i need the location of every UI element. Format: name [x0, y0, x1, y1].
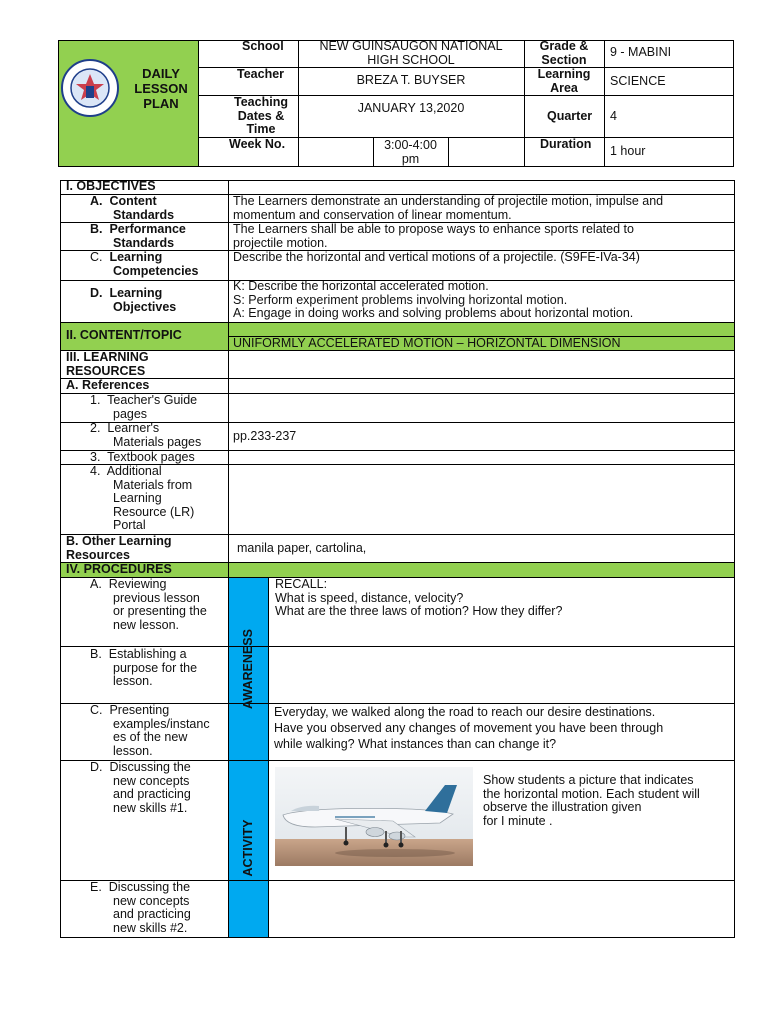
- teacher-value: BREZA T. BUYSER: [356, 73, 466, 87]
- learning-objectives-text: K: Describe the horizontal accelerated motion. S: Perform experiment problems involving horizontal motion. A: Engage in doing works and solving problems about horizontal motion.: [233, 279, 634, 320]
- performance-standards-text: The Learners shall be able to propose ways to enhance sports related to projectile motion.: [233, 222, 634, 250]
- deped-seal-logo: [60, 58, 120, 118]
- duration-value: 1 hour: [610, 144, 646, 158]
- dates-value: JANUARY 13,2020: [357, 101, 465, 115]
- learners-materials-pages-value: pp.233-237: [233, 429, 297, 443]
- resource-item-teachers-guide: 1. Teacher's Guide pages: [90, 393, 198, 421]
- teacher-label: Teacher: [237, 67, 285, 81]
- learning-objectives-label: D. Learning Objectives: [90, 286, 177, 314]
- resource-item-additional-materials: 4. Additional Materials from Learning Resource (LR) Portal: [90, 464, 195, 532]
- procedure-c-text: Everyday, we walked along the road to reach our desire destinations. Have you observed any changes of movement you have been through while walking? What instances than can change it?: [274, 705, 664, 751]
- week-label: Week No.: [229, 137, 286, 151]
- procedure-d-label: D. Discussing the new concepts and practicing new skills #1.: [90, 760, 191, 815]
- procedures-heading: IV. PROCEDURES: [66, 562, 172, 576]
- procedure-a-text: RECALL: What is speed, distance, velocity? What are the three laws of motion? How they differ?: [275, 577, 563, 618]
- resource-item-learners-materials: 2. Learner's Materials pages: [90, 421, 202, 449]
- daily-lesson-plan-title: DAILY LESSON PLAN: [134, 66, 188, 111]
- grade-section-value: 9 - MABINI: [610, 45, 672, 59]
- procedure-b-label: B. Establishing a purpose for the lesson.: [90, 647, 198, 688]
- activity-label: ACTIVITY: [241, 819, 255, 877]
- content-topic-heading: II. CONTENT/TOPIC: [66, 328, 182, 342]
- learning-area-value: SCIENCE: [610, 74, 666, 88]
- duration-label: Duration: [540, 137, 592, 151]
- learning-resources-heading: III. LEARNING RESOURCES: [66, 350, 149, 378]
- quarter-label: Quarter: [547, 109, 593, 123]
- learning-competencies-text: Describe the horizontal and vertical motions of a projectile. (S9FE-IVa-34): [233, 250, 640, 264]
- content-standards-text: The Learners demonstrate an understanding of projectile motion, impulse and momentum and conservation of linear momentum.: [233, 194, 664, 222]
- teaching-dates-label: Teaching Dates & Time: [234, 95, 288, 136]
- performance-standards-label: B. Performance Standards: [90, 222, 186, 250]
- content-standards-label: A. Content Standards: [90, 194, 175, 222]
- objectives-heading: I. OBJECTIVES: [66, 179, 156, 193]
- time-value: 3:00-4:00 pm: [384, 138, 437, 166]
- content-topic-value: UNIFORMLY ACCELERATED MOTION – HORIZONTAL DIMENSION: [233, 336, 621, 350]
- school-value: NEW GUINSAUGON NATIONAL HIGH SCHOOL: [319, 39, 503, 67]
- learning-area-label: Learning Area: [537, 67, 591, 95]
- school-label: School: [242, 39, 284, 53]
- learning-competencies-label: C. Learning Competencies: [90, 250, 199, 278]
- quarter-value: 4: [610, 109, 617, 123]
- other-learning-resources-value: manila paper, cartolina,: [237, 541, 367, 555]
- procedure-a-label: A. Reviewing previous lesson or presenting the new lesson.: [90, 577, 207, 632]
- procedure-e-label: E. Discussing the new concepts and practicing new skills #2.: [90, 880, 191, 935]
- grade-section-label: Grade & Section: [539, 39, 589, 67]
- resource-item-textbook: 3. Textbook pages: [90, 450, 195, 464]
- procedure-d-text: Show students a picture that indicates the horizontal motion. Each student will observe the illustration given for I minute .: [483, 773, 700, 828]
- airplane-image: [275, 767, 473, 866]
- other-learning-resources-label: B. Other Learning Resources: [66, 534, 172, 562]
- references-heading: A. References: [66, 378, 150, 392]
- procedure-c-label: C. Presenting examples/instanc es of the new lesson.: [90, 703, 210, 758]
- awareness-label: AWARENESS: [241, 629, 255, 709]
